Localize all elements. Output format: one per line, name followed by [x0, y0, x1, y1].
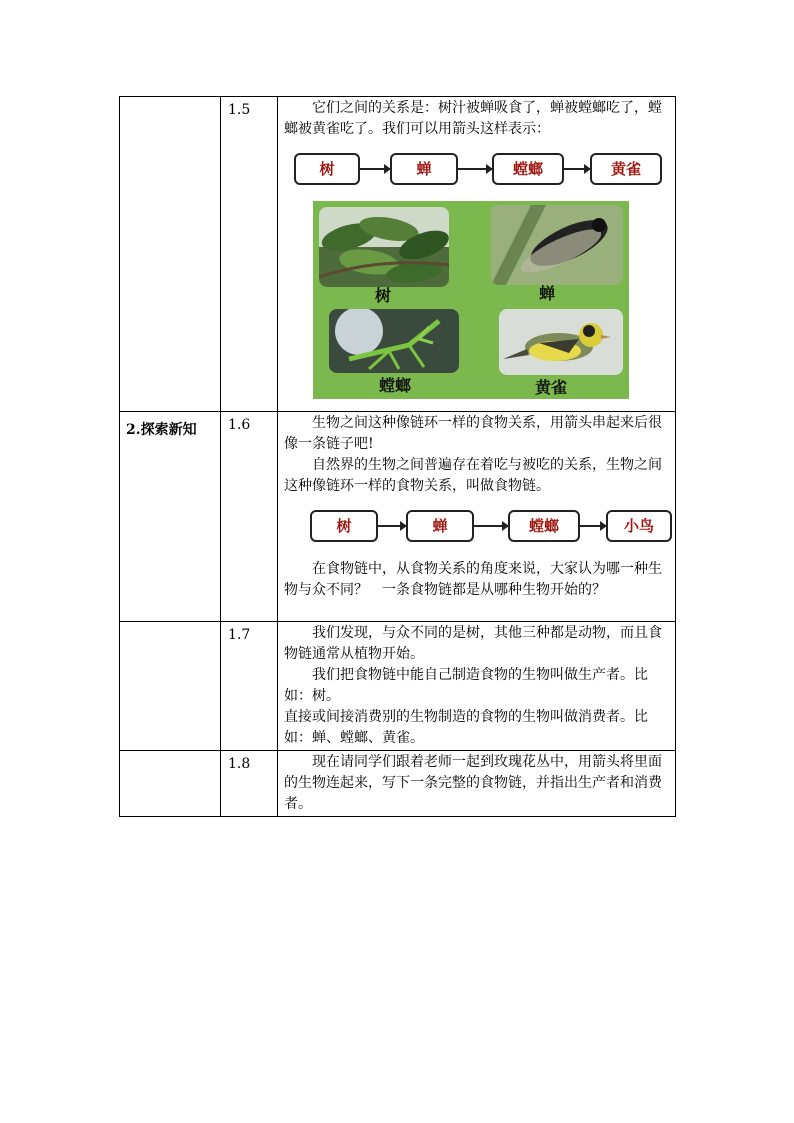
table-row: [120, 412, 676, 622]
paragraph: 自然界的生物之间普遍存在着吃与被吃的关系，生物之间这种像链环一样的食物关系，叫做食物链。: [284, 457, 662, 494]
stage-label: 2.探索新知: [126, 422, 197, 438]
table-row: [120, 97, 676, 412]
stage-cell: [120, 751, 221, 817]
stage-cell: [120, 412, 221, 622]
content-cell: [278, 751, 676, 817]
content-cell: [278, 412, 676, 622]
chain-node: 螳螂: [492, 153, 564, 185]
step-number: 1.8: [228, 756, 251, 772]
table-row: [120, 751, 676, 817]
content-cell: [278, 622, 676, 751]
paragraph: 我们把食物链中能自己制造食物的生物叫做生产者。比如：树。: [284, 667, 648, 704]
photo-caption: 螳螂: [379, 376, 412, 395]
step-number: 1.5: [228, 102, 251, 118]
chain-node: 螳螂: [508, 510, 580, 542]
arrow-icon: [360, 168, 390, 170]
mantis-photo-icon: [329, 309, 459, 373]
chain-node: 蝉: [390, 153, 458, 185]
arrow-icon: [378, 525, 406, 527]
photo-caption: 树: [375, 286, 392, 305]
stage-cell: [120, 622, 221, 751]
paragraph: 我们发现，与众不同的是树，其他三种都是动物，而且食物链通常从植物开始。: [284, 625, 662, 662]
chain-node: 树: [310, 510, 378, 542]
bird-photo-icon: [499, 309, 623, 375]
table-row: [120, 622, 676, 751]
stage-cell: [120, 97, 221, 412]
photo-caption: 黄雀: [535, 378, 568, 397]
content-cell: [278, 97, 676, 412]
step-number-cell: [221, 622, 278, 751]
step-number-cell: [221, 97, 278, 412]
lesson-table: [119, 96, 676, 817]
step-number-cell: [221, 751, 278, 817]
chain-node: 蝉: [406, 510, 474, 542]
arrow-icon: [580, 525, 606, 527]
organism-photo-panel: [313, 201, 629, 399]
arrow-icon: [474, 525, 508, 527]
step-number: 1.7: [228, 627, 251, 643]
food-chain-diagram: [278, 147, 675, 191]
paragraph: 现在请同学们跟着老师一起到玫瑰花丛中，用箭头将里面的生物连起来，写下一条完整的食物链，并指出生产者和消费者。: [284, 754, 662, 812]
arrow-icon: [458, 168, 492, 170]
step-number-cell: [221, 412, 278, 622]
chain-node: 树: [294, 153, 360, 185]
paragraph: 它们之间的关系是：树汁被蝉吸食了，蝉被螳螂吃了，螳螂被黄雀吃了。我们可以用箭头这样表示：: [284, 100, 662, 137]
arrow-icon: [564, 168, 590, 170]
tree-leaves-photo-icon: [319, 207, 449, 287]
food-chain-diagram: [278, 504, 675, 550]
paragraph: 生物之间这种像链环一样的食物关系，用箭头串起来后很像一条链子吧!: [284, 415, 662, 452]
chain-node: 黄雀: [590, 153, 662, 185]
step-number: 1.6: [228, 417, 251, 433]
chain-node: 小鸟: [606, 510, 672, 542]
paragraph: 在食物链中，从食物关系的角度来说，大家认为哪一种生物与众不同？ 一条食物链都是从哪种生物开始的？: [284, 561, 662, 598]
photo-caption: 蝉: [539, 284, 556, 303]
paragraph: 直接或间接消费别的生物制造的食物的生物叫做消费者。比如：蝉、螳螂、黄雀。: [284, 709, 648, 746]
cicada-photo-icon: [491, 205, 623, 285]
